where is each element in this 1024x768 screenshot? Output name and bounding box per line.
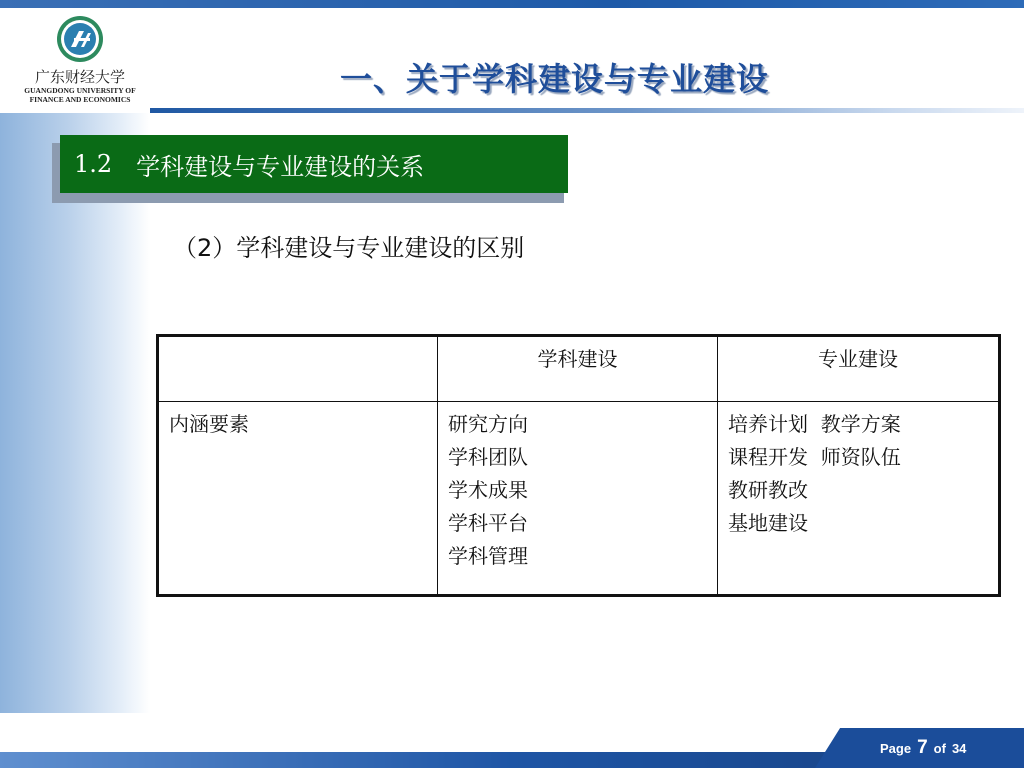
list-item: 课程开发 师资队伍	[728, 445, 901, 469]
of-word: of	[933, 741, 946, 756]
list-item: 学科平台	[448, 511, 528, 535]
list-item: 学科团队	[448, 445, 528, 469]
page-indicator	[880, 737, 966, 759]
table-cell-discipline	[438, 402, 718, 596]
section-title: 学科建设与专业建设的关系	[136, 152, 425, 181]
section-heading	[60, 135, 568, 193]
table-row	[158, 402, 1000, 596]
table-header-cell: 专业建设	[718, 336, 1000, 402]
section-number: 1.2	[74, 150, 113, 178]
table-cell-major	[718, 402, 1000, 596]
list-item: 基地建设	[728, 511, 808, 535]
university-name-en-line2: FINANCE AND ECONOMICS	[29, 95, 131, 104]
table-header-row	[158, 336, 1000, 402]
subheading: （2）学科建设与专业建设的区别	[173, 234, 525, 262]
current-page-number: 7	[917, 737, 928, 758]
total-page-number: 34	[951, 741, 967, 756]
list-item: 培养计划 教学方案	[728, 412, 901, 436]
page-word: Page	[880, 741, 912, 756]
top-bar	[0, 0, 1024, 8]
university-name-en	[0, 86, 160, 104]
list-item: 学科管理	[448, 544, 528, 568]
comparison-table	[156, 334, 1001, 597]
side-gradient-panel	[0, 113, 150, 713]
list-item: 研究方向	[448, 412, 528, 436]
table-header-cell	[158, 336, 438, 402]
list-item: 学术成果	[448, 478, 528, 502]
university-logo-icon	[55, 14, 105, 64]
university-name-cn: 广东财经大学	[34, 68, 125, 86]
slide-title: 一、关于学科建设与专业建设	[340, 60, 770, 98]
header-divider	[150, 108, 1024, 113]
table-header-cell: 学科建设	[438, 336, 718, 402]
list-item: 教研教改	[728, 478, 808, 502]
university-name-en-line1: GUANGDONG UNIVERSITY OF	[24, 86, 136, 95]
table-row-label: 内涵要素	[158, 402, 438, 596]
